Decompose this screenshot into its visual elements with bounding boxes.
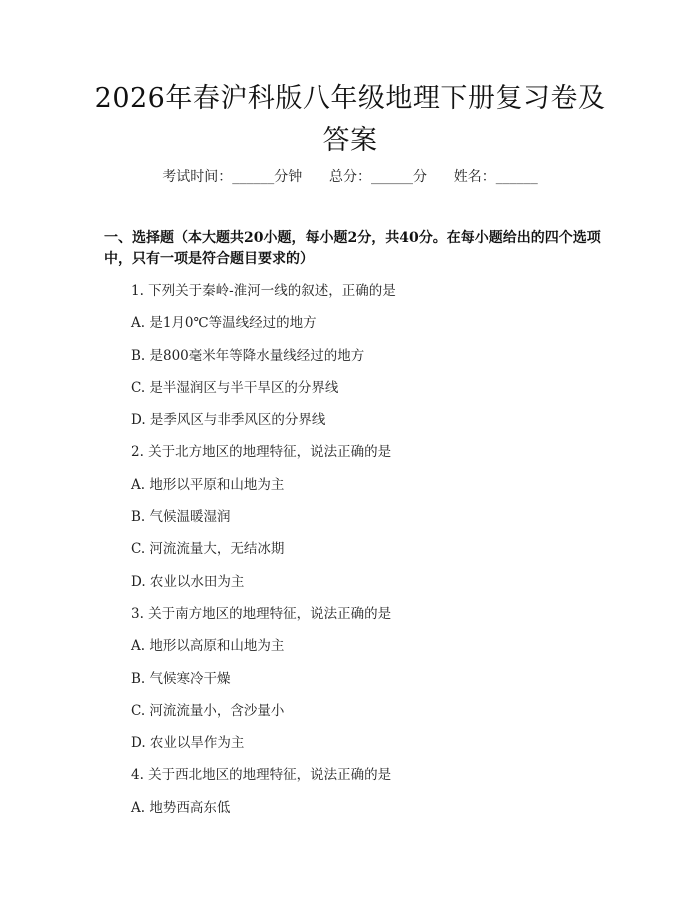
answer-option: D. 农业以旱作为主 bbox=[131, 735, 245, 752]
answer-option: D. 是季风区与非季风区的分界线 bbox=[131, 412, 326, 429]
answer-option: D. 农业以水田为主 bbox=[131, 573, 245, 590]
answer-option: A. 地形以高原和山地为主 bbox=[131, 638, 285, 655]
answer-option: B. 是800毫米年等降水量线经过的地方 bbox=[131, 347, 365, 364]
exam-info-line: 考试时间：______分钟 总分：______分 姓名：______ bbox=[162, 169, 538, 185]
answer-option: A. 地形以平原和山地为主 bbox=[131, 476, 285, 493]
answer-option: A. 是1月0℃等温线经过的地方 bbox=[131, 315, 317, 332]
question-stem: 3. 关于南方地区的地理特征，说法正确的是 bbox=[131, 605, 392, 622]
answer-option: A. 地势西高东低 bbox=[131, 799, 231, 816]
answer-option: C. 河流流量大，无结冰期 bbox=[131, 541, 285, 558]
answer-option: C. 是半湿润区与半干旱区的分界线 bbox=[131, 379, 339, 396]
answer-option: B. 气候温暖湿润 bbox=[131, 509, 231, 526]
question-stem: 1. 下列关于秦岭-淮河一线的叙述，正确的是 bbox=[131, 283, 396, 299]
answer-option: B. 气候寒冷干燥 bbox=[131, 670, 231, 687]
question-stem: 4. 关于西北地区的地理特征，说法正确的是 bbox=[131, 767, 392, 784]
question-stem: 2. 关于北方地区的地理特征，说法正确的是 bbox=[131, 444, 392, 461]
question-list bbox=[131, 281, 611, 830]
section-heading: 一、选择题（本大题共20小题，每小题2分，共40分。在每小题给出的四个选项中，只有一项是符合题目要求的） bbox=[104, 230, 601, 267]
document-title: 2026年春沪科版八年级地理下册复习卷及答案 bbox=[94, 83, 606, 156]
answer-option: C. 河流流量小，含沙量小 bbox=[131, 702, 285, 719]
